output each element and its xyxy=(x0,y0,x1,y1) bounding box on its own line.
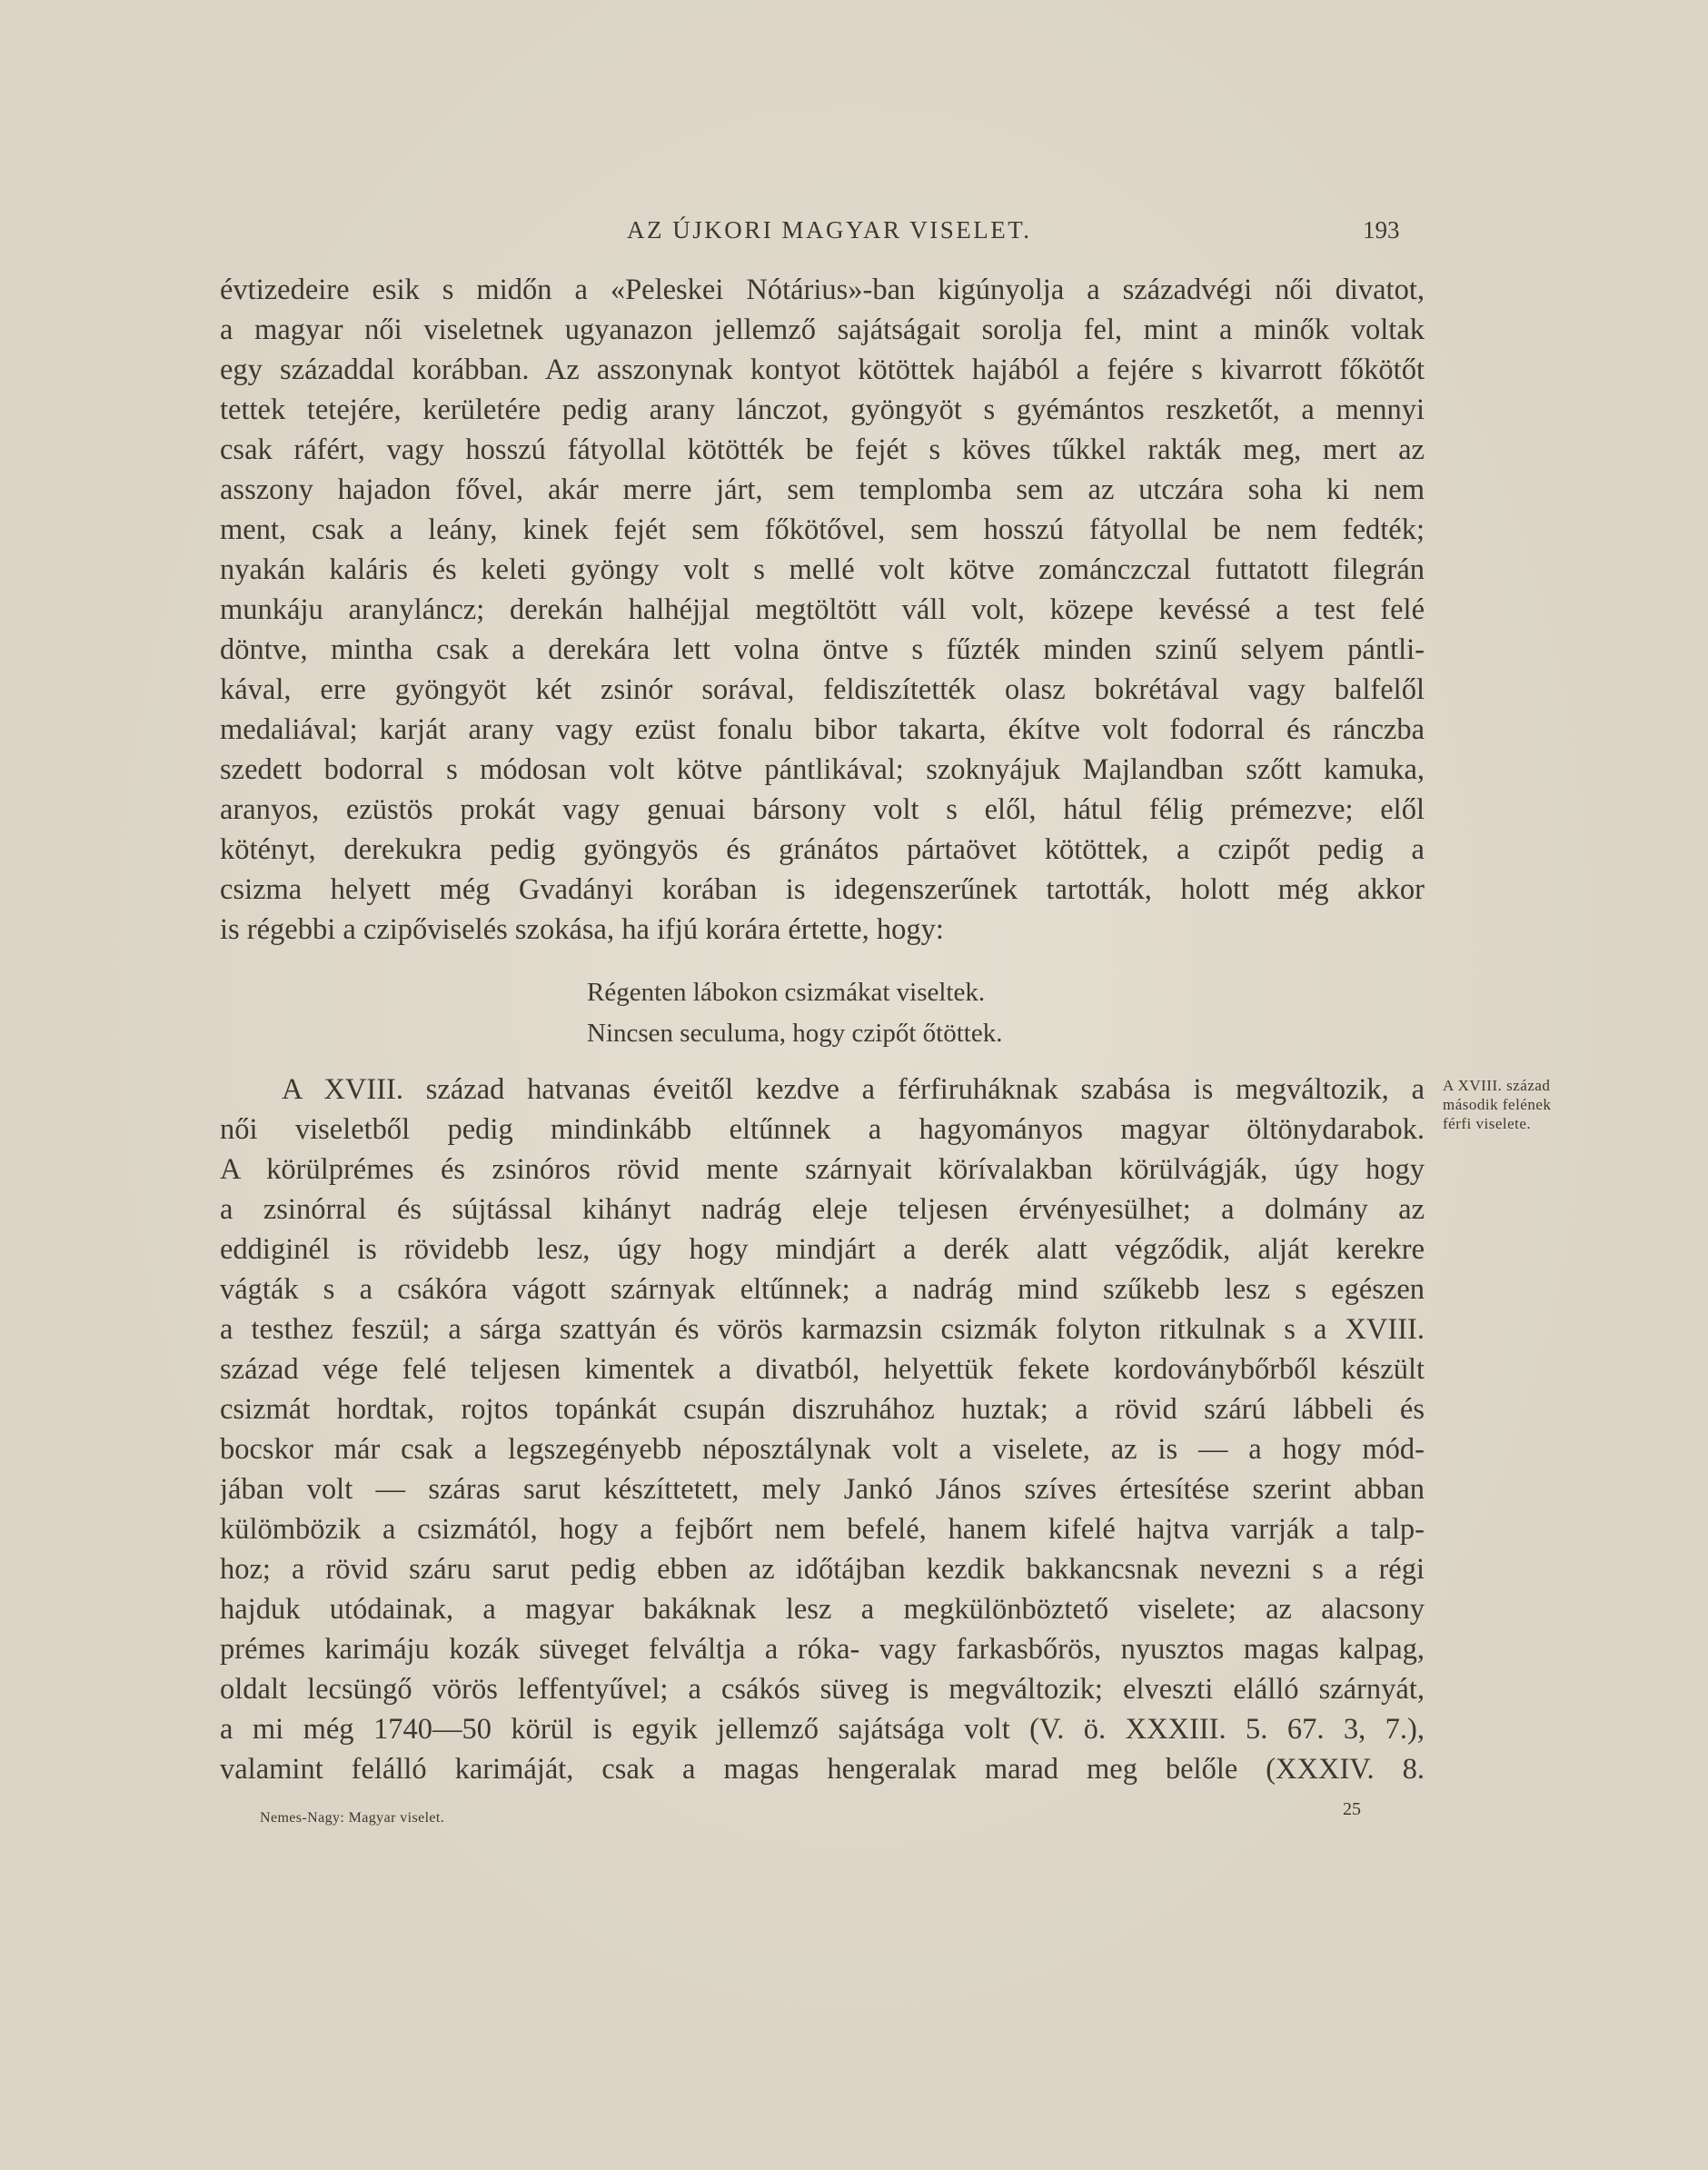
text-line: jában volt — száras sarut készíttetett, mely Jankó János szíves értesítése szerint abban xyxy=(220,1473,1425,1506)
text-line: csizma helyett még Gvadányi korában is idegenszerűnek tartották, holott még akkor xyxy=(220,873,1425,906)
margin-note-line: második felének xyxy=(1443,1096,1552,1113)
text-line: csak ráfért, vagy hosszú fátyollal kötötték be fejét s köves tűkkel rakták meg, mert az xyxy=(220,433,1425,466)
margin-note-line: A XVIII. század xyxy=(1443,1077,1551,1094)
text-line: prémes karimáju kozák süveget felváltja a róka- vagy farkasbőrös, nyusztos magas kalpag, xyxy=(220,1633,1425,1666)
text-line: kával, erre gyöngyöt két zsinór sorával, feldiszítették olasz bokrétával vagy balfelől xyxy=(220,673,1425,706)
text-line: A körülprémes és zsinóros rövid mente szárnyait körívalakban körülvágják, úgy hogy xyxy=(220,1153,1425,1186)
text-line: külömbözik a csizmától, hogy a fejbőrt nem befelé, hanem kifelé hajtva varrják a talp- xyxy=(220,1513,1425,1546)
text-line: asszony hajadon fővel, akár merre járt, sem templomba sem az utczára soha ki nem xyxy=(220,473,1425,506)
text-line: A XVIII. század hatvanas éveitől kezdve a férfiruháknak szabása is megváltozik, a xyxy=(282,1073,1425,1106)
verse-quote xyxy=(587,972,1002,1054)
verse-line: Nincsen seculuma, hogy czipőt őtöttek. xyxy=(587,1019,1003,1048)
text-line: bocskor már csak a legszegényebb néposztálynak volt a viselete, az is — a hogy mód- xyxy=(220,1433,1425,1466)
text-line: vágták s a csákóra vágott szárnyak eltűnnek; a nadrág mind szűkebb lesz s egészen xyxy=(220,1273,1425,1306)
text-line: a mi még 1740—50 körül is egyik jellemző sajátsága volt (V. ö. XXXIII. 5. 67. 3, 7.), xyxy=(220,1713,1425,1746)
text-line: tettek tetejére, kerületére pedig arany lánczot, gyöngyöt s gyémántos reszketőt, a mennyi xyxy=(220,393,1425,426)
text-line: eddiginél is rövidebb lesz, úgy hogy mindjárt a derék alatt végződik, alját kerekre xyxy=(220,1233,1425,1266)
margin-note-line: férfi viselete. xyxy=(1443,1115,1532,1132)
text-line: a zsinórral és sújtással kihányt nadrág eleje teljesen érvényesülhet; a dolmány az xyxy=(220,1193,1425,1226)
text-line: nyakán kaláris és keleti gyöngy volt s mellé volt kötve zománczczal futtatott filegrán xyxy=(220,553,1425,586)
paragraph-2 xyxy=(220,1070,1425,1789)
text-line: medaliával; karját arany vagy ezüst fonalu bibor takarta, ékítve volt fodorral és ránczba xyxy=(220,713,1425,746)
text-line: ment, csak a leány, kinek fejét sem főkötővel, sem hosszú fátyollal be nem fedték; xyxy=(220,513,1425,546)
footer-signature: 25 xyxy=(1343,1799,1361,1819)
page-number: 193 xyxy=(1363,216,1400,244)
text-line: kötényt, derekukra pedig gyöngyös és gránátos pártaövet kötöttek, a czipőt pedig a xyxy=(220,833,1425,866)
text-line: évtizedeire esik s midőn a «Peleskei Nótárius»-ban kigúnyolja a századvégi női divatot, xyxy=(220,274,1425,306)
text-line: valamint felálló karimáját, csak a magas hengeralak marad meg belőle (XXXIV. 8. xyxy=(220,1753,1425,1786)
text-line: hoz; a rövid száru sarut pedig ebben az időtájban kezdik bakkancsnak nevezni s a régi xyxy=(220,1553,1425,1586)
verse-line: Régenten lábokon csizmákat viseltek. xyxy=(587,978,986,1007)
text-line: szedett bodorral s módosan volt kötve pántlikával; szoknyájuk Majlandban szőtt kamuka, xyxy=(220,753,1425,786)
text-line: oldalt lecsüngő vörös leffentyűvel; a csákós süveg is megváltozik; elveszti elálló szárnyát, xyxy=(220,1673,1425,1706)
text-line: munkáju aranyláncz; derekán halhéjjal megtöltött váll volt, közepe kevéssé a test felé xyxy=(220,593,1425,626)
text-line: század vége felé teljesen kimentek a divatból, helyettük fekete kordoványbőrből készült xyxy=(220,1353,1425,1386)
text-line: hajduk utódainak, a magyar bakáknak lesz a megkülönböztető viselete; az alacsony xyxy=(220,1593,1425,1626)
text-line: női viseletből pedig mindinkább eltűnnek a hagyományos magyar öltönydarabok. xyxy=(220,1113,1425,1146)
margin-note xyxy=(1443,1076,1551,1133)
footer-author-title: Nemes-Nagy: Magyar viselet. xyxy=(260,1810,445,1826)
text-line: aranyos, ezüstös prokát vagy genuai bársony volt s elől, hátul félig prémezve; elől xyxy=(220,793,1425,826)
text-line: a testhez feszül; a sárga szattyán és vörös karmazsin csizmák folyton ritkulnak s a XVIII. xyxy=(220,1313,1425,1346)
text-line: a magyar női viseletnek ugyanazon jellemző sajátságait sorolja fel, mint a minők voltak xyxy=(220,314,1425,346)
paragraph-1 xyxy=(220,270,1425,950)
text-line: egy századdal korábban. Az asszonynak kontyot kötöttek hajából a fejére s kivarrott főkötőt xyxy=(220,353,1425,386)
text-line: csizmát hordtak, rojtos topánkát csupán diszruhához huztak; a rövid szárú lábbeli és xyxy=(220,1393,1425,1426)
running-head: AZ ÚJKORI MAGYAR VISELET. xyxy=(627,216,1032,244)
text-line: is régebbi a czipőviselés szokása, ha ifjú korára értette, hogy: xyxy=(220,913,944,946)
text-line: döntve, mintha csak a derekára lett volna öntve s fűzték minden szinű selyem pántli- xyxy=(220,633,1425,666)
